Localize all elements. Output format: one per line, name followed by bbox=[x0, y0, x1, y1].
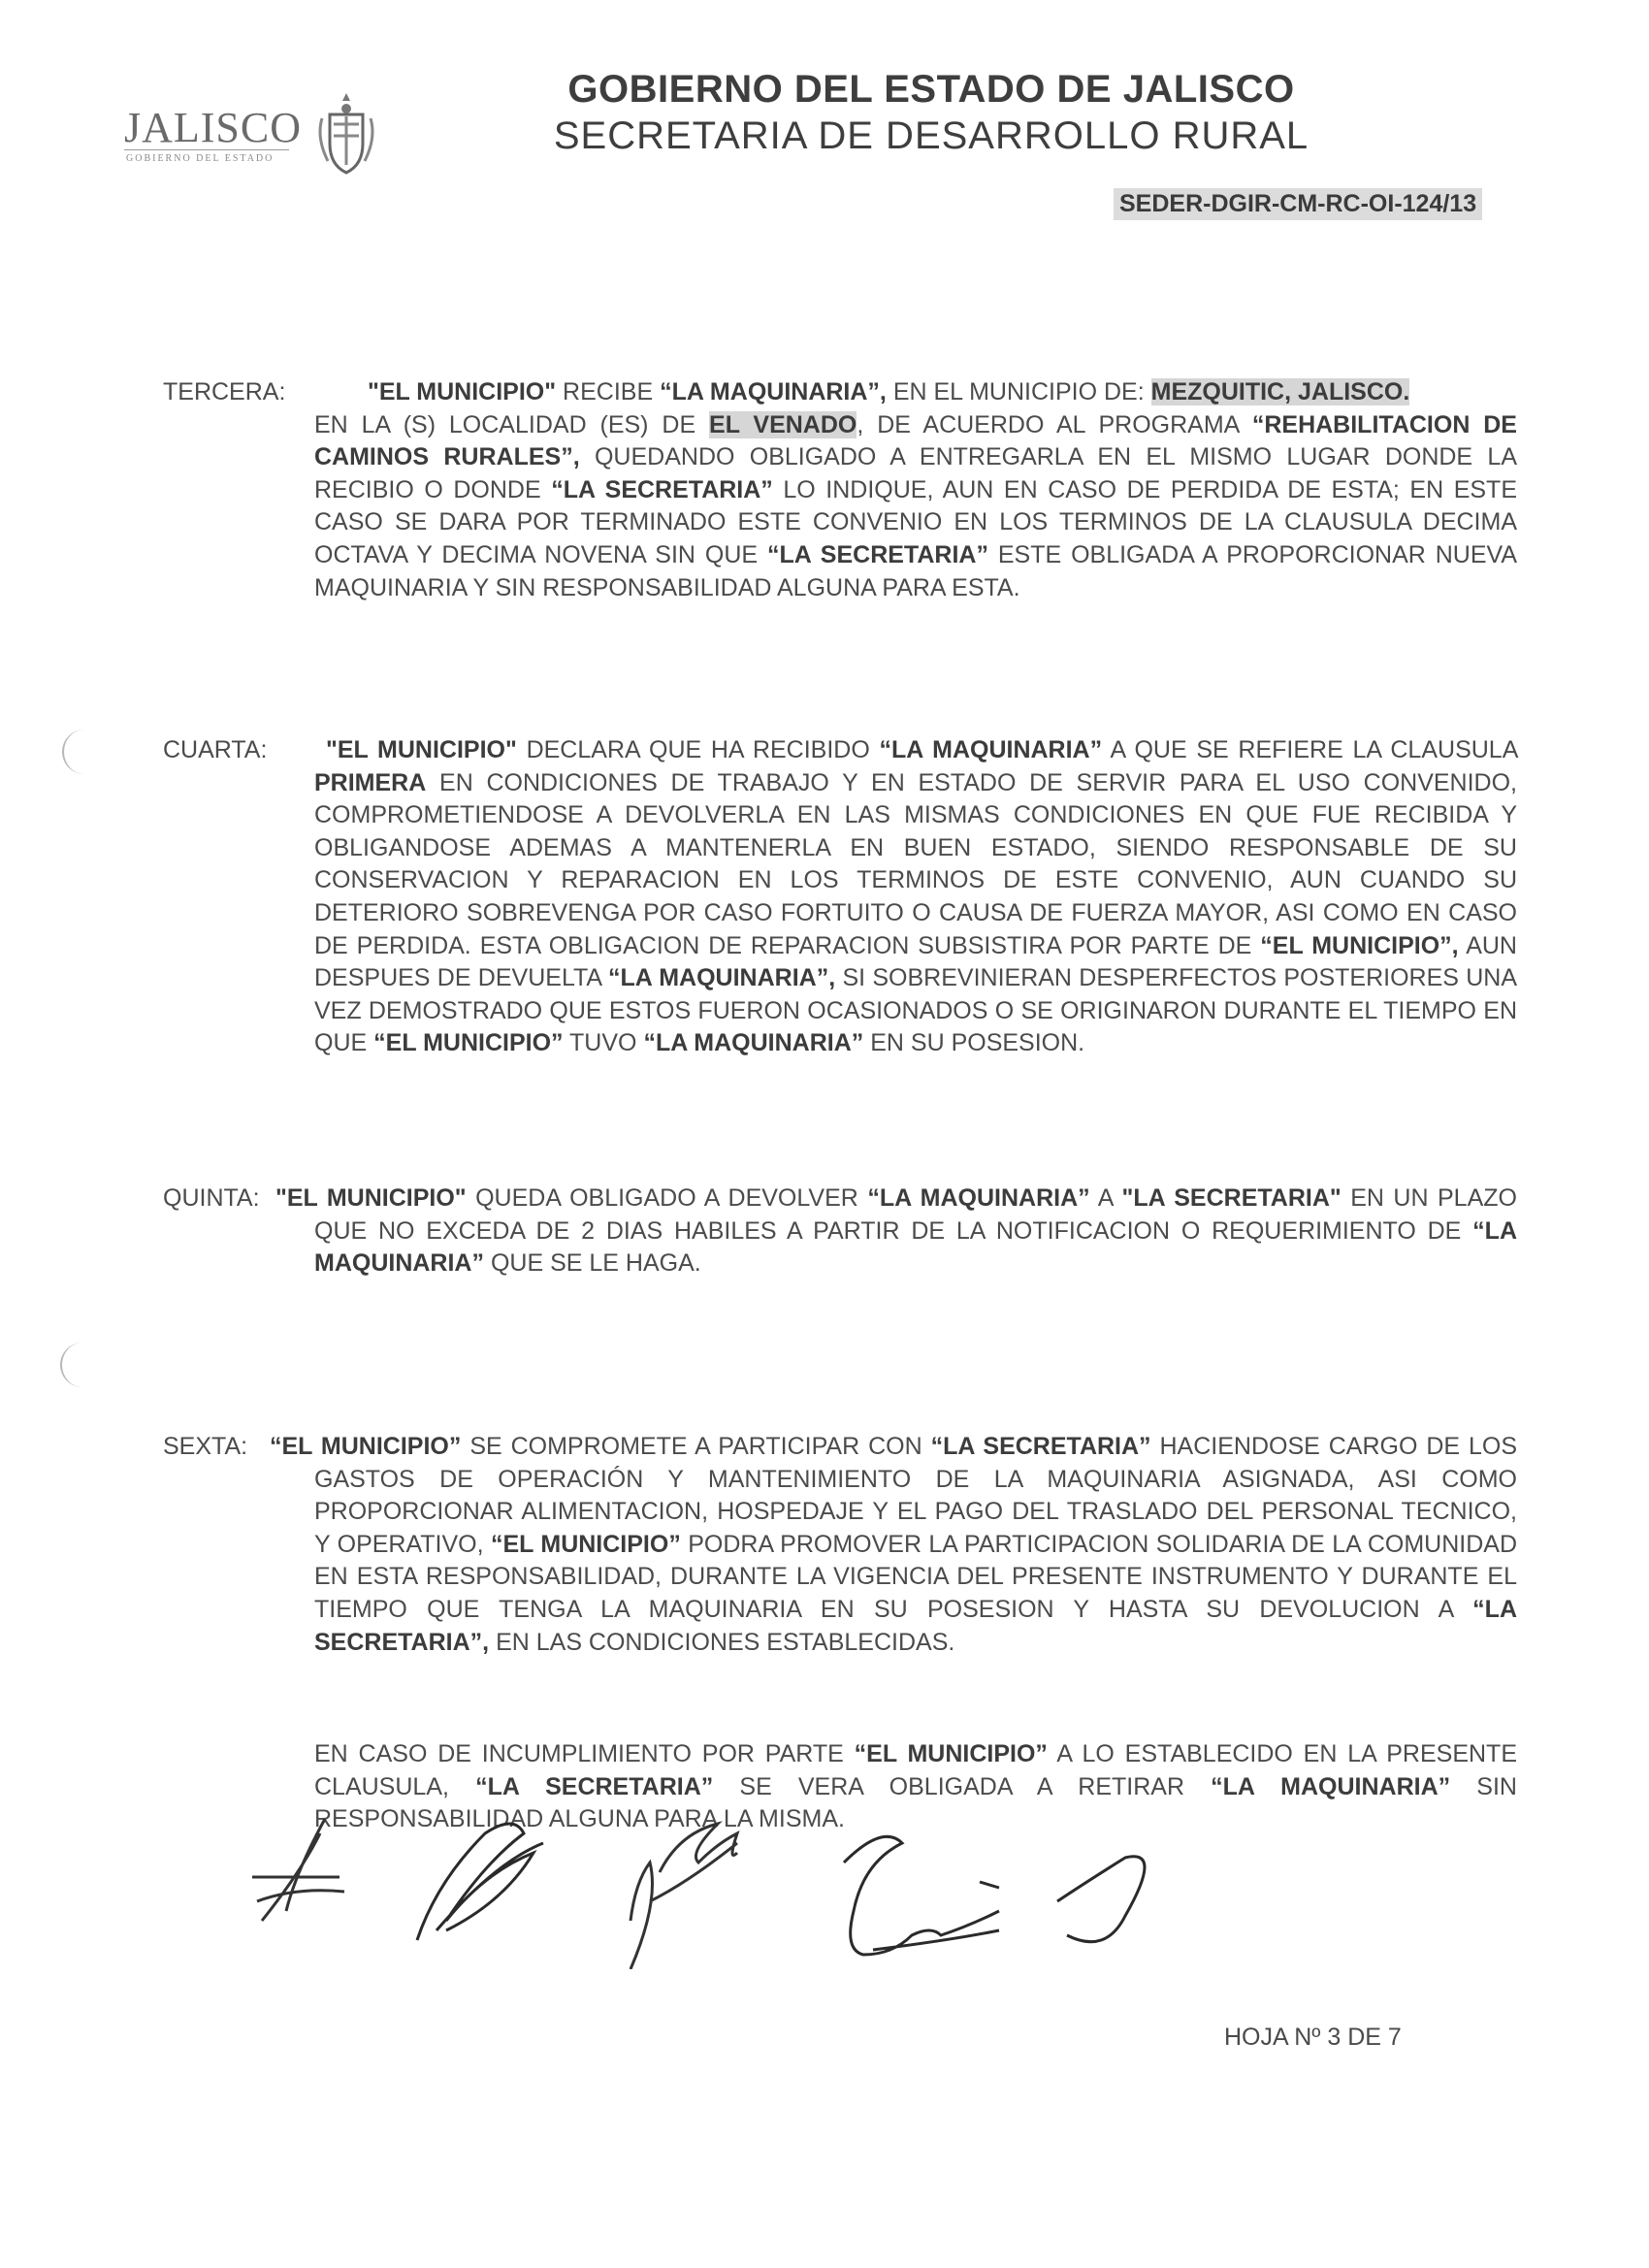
logo-rule bbox=[124, 149, 289, 150]
clause-text-noncompliance: EN CASO DE INCUMPLIMIENTO POR PARTE “EL MUNICIPIO” A LO ESTABLECIDO EN LA PRESENTE CLAUSULA, “LA SECRETARIA” SE VERA OBLIGADA A RETIRAR “LA MAQUINARIA” SIN RESPONSABILIDAD ALGUNA PARA LA MISMA. bbox=[314, 1740, 1518, 1833]
clause-label: TERCERA: bbox=[163, 378, 286, 405]
punch-mark bbox=[60, 1343, 91, 1387]
coat-of-arms-icon bbox=[312, 85, 380, 182]
signature-2-icon bbox=[417, 1824, 543, 1940]
locality-highlight: EL VENADO bbox=[709, 410, 857, 438]
clause-label: SEXTA: bbox=[163, 1433, 248, 1460]
signature-1-icon bbox=[252, 1819, 344, 1921]
clause-label: CUARTA: bbox=[163, 736, 268, 763]
jalisco-logo bbox=[124, 85, 386, 182]
municipality-highlight: MEZQUITIC, JALISCO. bbox=[1150, 378, 1410, 405]
signatures bbox=[242, 1804, 1310, 1969]
clause-label: QUINTA: bbox=[163, 1184, 260, 1212]
logo-subtitle: GOBIERNO DEL ESTADO bbox=[126, 153, 275, 164]
header-government: GOBIERNO DEL ESTADO DE JALISCO bbox=[567, 68, 1295, 111]
logo-name: JALISCO bbox=[124, 104, 303, 151]
punch-mark bbox=[62, 729, 93, 774]
clause-text: “EL MUNICIPIO” SE COMPROMETE A PARTICIPAR CON “LA SECRETARIA” HACIENDOSE CARGO DE LOS GASTOS DE OPERACIÓN Y MANTENIMIENTO DE LA MAQUINARIA ASIGNADA, ASI COMO PROPORCIONAR ALIMENTACION, HOSPEDAJE Y EL PAGO DEL TRASLADO DEL PERSONAL TECNICO, Y OPERATIVO, “EL MUNICIPIO” PODRA PROMOVER LA PARTICIPACION SOLIDARIA DE LA COMUNIDAD EN ESTA RESPONSABILIDAD, DURANTE LA VIGENCIA DEL PRESENTE INSTRUMENTO Y DURANTE EL TIEMPO QUE TENGA LA MAQUINARIA EN SU POSESION Y HASTA SU DEVOLUCION A “LA SECRETARIA”, EN LAS CONDICIONES ESTABLECIDAS. bbox=[270, 1433, 1518, 1656]
clause-text: "EL MUNICIPIO" RECIBE “LA MAQUINARIA”, EN EL MUNICIPIO DE: MEZQUITIC, JALISCO. EN LA (S) LOCALIDAD (ES) DE EL VENADO, DE ACUERDO AL PROGRAMA “REHABILITACION DE CAMINOS RURALES”, QUEDANDO OBLIGADO A ENTREGARLA EN EL MISMO LUGAR DONDE LA RECIBIO O DONDE “LA SECRETARIA” LO INDIQUE, AUN EN CASO DE PERDIDA DE ESTA; EN ESTE CASO SE DARA POR TERMINADO ESTE CONVENIO EN LOS TERMINOS DE LA CLAUSULA DECIMA OCTAVA Y DECIMA NOVENA SIN QUE “LA SECRETARIA” ESTE OBLIGADA A PROPORCIONAR NUEVA MAQUINARIA Y SIN RESPONSABILIDAD ALGUNA PARA ESTA. bbox=[314, 378, 1518, 601]
clause-text: "EL MUNICIPIO" DECLARA QUE HA RECIBIDO “LA MAQUINARIA” A QUE SE REFIERE LA CLAUSULA PRIMERA EN CONDICIONES DE TRABAJO Y EN ESTADO DE SERVIR PARA EL USO CONVENIDO, COMPROMETIENDOSE A DEVOLVERLA EN LAS MISMAS CONDICIONES EN QUE FUE RECIBIDA Y OBLIGANDOSE ADEMAS A MANTENERLA EN BUEN ESTADO, SIENDO RESPONSABLE DE SU CONSERVACION Y REPARACION EN LOS TERMINOS DE ESTE CONVENIO, AUN CUANDO SU DETERIORO SOBREVENGA POR CASO FORTUITO O CAUSA DE FUERZA MAYOR, ASI COMO EN CASO DE PERDIDA. ESTA OBLIGACION DE REPARACION SUBSISTIRA POR PARTE DE “EL MUNICIPIO”, AUN DESPUES DE DEVUELTA “LA MAQUINARIA”, SI SOBREVINIERAN DESPERFECTOS POSTERIORES UNA VEZ DEMOSTRADO QUE ESTOS FUERON OCASIONADOS O SE ORIGINARON DURANTE EL TIEMPO EN QUE “EL MUNICIPIO” TUVO “LA MAQUINARIA” EN SU POSESION. bbox=[314, 736, 1518, 1057]
page-number: HOJA Nº 3 DE 7 bbox=[1224, 2024, 1402, 2051]
signature-4-icon bbox=[844, 1836, 1145, 1955]
header-secretariat: SECRETARIA DE DESARROLLO RURAL bbox=[553, 114, 1310, 157]
document-reference: SEDER-DGIR-CM-RC-OI-124/13 bbox=[1114, 188, 1482, 220]
signature-3-icon bbox=[630, 1824, 737, 1969]
clause-text: "EL MUNICIPIO" QUEDA OBLIGADO A DEVOLVER “LA MAQUINARIA” A "LA SECRETARIA" EN UN PLAZO QUE NO EXCEDA DE 2 DIAS HABILES A PARTIR DE LA NOTIFICACION O REQUERIMIENTO DE “LA MAQUINARIA” QUE SE LE HAGA. bbox=[275, 1184, 1517, 1278]
party-municipio: "EL MUNICIPIO" bbox=[368, 378, 557, 405]
